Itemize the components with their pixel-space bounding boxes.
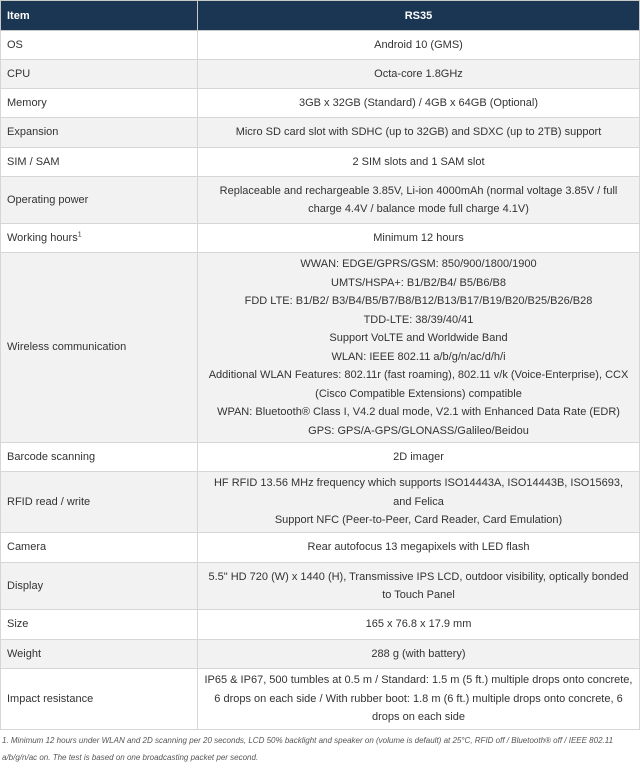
spec-value — [198, 31, 640, 60]
spec-label-text: Camera — [7, 541, 47, 554]
spec-label — [1, 31, 198, 60]
spec-label-text: Expansion — [7, 126, 59, 139]
spec-value — [198, 669, 640, 730]
table-row — [1, 443, 640, 472]
spec-value-line: Octa-core 1.8GHz — [374, 67, 463, 80]
spec-label — [1, 148, 198, 177]
spec-label-text: OS — [7, 38, 23, 51]
spec-label — [1, 443, 198, 472]
spec-value-line: WLAN: IEEE 802.11 a/b/g/n/ac/d/h/i — [331, 350, 506, 363]
spec-value-line: 288 g (with battery) — [371, 647, 466, 660]
spec-label-text: Wireless communication — [7, 341, 127, 354]
footnote-marker: 1 — [77, 231, 82, 239]
spec-label — [1, 669, 198, 730]
spec-label-text: Size — [7, 618, 29, 631]
spec-value — [198, 60, 640, 89]
spec-label-text: Operating power — [7, 193, 89, 206]
table-row — [1, 563, 640, 610]
spec-label-text: Working hours — [7, 231, 78, 244]
table-row — [1, 60, 640, 89]
spec-value-line: 5.5" HD 720 (W) x 1440 (H), Transmissive IPS LCD, outdoor visibility, optically bonded to Touch Panel — [208, 570, 629, 601]
column-header-item: Item — [1, 1, 198, 31]
spec-value — [198, 89, 640, 118]
spec-value-line: TDD-LTE: 38/39/40/41 — [363, 313, 474, 326]
spec-value-line: HF RFID 13.56 MHz frequency which supports ISO14443A, ISO14443B, ISO15693, and Felica — [213, 477, 624, 508]
spec-label-text: SIM / SAM — [7, 155, 60, 168]
spec-value — [198, 443, 640, 472]
spec-value-line: 3GB x 32GB (Standard) / 4GB x 64GB (Optional) — [298, 96, 539, 109]
table-row — [1, 224, 640, 253]
spec-label — [1, 563, 198, 610]
spec-value-line: WPAN: Bluetooth® Class I, V4.2 dual mode, V2.1 with Enhanced Data Rate (EDR) — [217, 406, 620, 418]
table-row — [1, 148, 640, 177]
spec-value-line: Micro SD card slot with SDHC (up to 32GB) and SDXC (up to 2TB) support — [235, 126, 602, 139]
table-row — [1, 89, 640, 118]
spec-label — [1, 89, 198, 118]
column-header-model: RS35 — [198, 1, 640, 31]
spec-value — [198, 148, 640, 177]
spec-value-line: Rear autofocus 13 megapixels with LED flash — [307, 541, 530, 554]
table-row — [1, 472, 640, 533]
spec-value-line: WWAN: EDGE/GPRS/GSM: 850/900/1800/1900 — [300, 258, 537, 270]
spec-label-text: Memory — [7, 96, 47, 109]
table-row — [1, 669, 640, 730]
spec-label-text: Barcode scanning — [7, 450, 96, 463]
table-row — [1, 610, 640, 640]
spec-value — [198, 610, 640, 640]
spec-value — [198, 533, 640, 563]
spec-label-text: Display — [7, 579, 44, 592]
spec-value-line: IP65 & IP67, 500 tumbles at 0.5 m / Standard: 1.5 m (5 ft.) multiple drops onto concrete, 6 drops on each side / With rubber boot: 1.8 m (6 ft.) multiple drops onto concrete, 6 drops on each side — [204, 674, 633, 724]
spec-label-text: Weight — [7, 647, 42, 660]
spec-value — [198, 224, 640, 253]
spec-value-line: Support NFC (Peer-to-Peer, Card Reader, Card Emulation) — [274, 514, 563, 527]
spec-value-line: UMTS/HSPA+: B1/B2/B4/ B5/B6/B8 — [331, 276, 506, 289]
spec-label — [1, 472, 198, 533]
spec-value-line: Additional WLAN Features: 802.11r (fast roaming), 802.11 v/k (Voice-Enterprise), CCX (Cisco Compatible Extensions) compatible — [208, 369, 629, 400]
spec-value — [198, 640, 640, 669]
spec-value-line: FDD LTE: B1/B2/ B3/B4/B5/B7/B8/B12/B13/B17/B19/B20/B25/B26/B28 — [244, 295, 593, 307]
spec-value-line: 2D imager — [393, 450, 444, 463]
spec-value-line: Replaceable and rechargeable 3.85V, Li-ion 4000mAh (normal voltage 3.85V / full charge 4.4V / balance mode full charge 4.1V) — [219, 184, 618, 215]
spec-label — [1, 118, 198, 148]
spec-value-line: Minimum 12 hours — [373, 231, 464, 244]
spec-value-line: 2 SIM slots and 1 SAM slot — [352, 155, 485, 168]
spec-label — [1, 610, 198, 640]
spec-label — [1, 177, 198, 224]
spec-label — [1, 224, 198, 253]
spec-label — [1, 640, 198, 669]
table-header-row — [1, 1, 640, 31]
table-row — [1, 118, 640, 148]
spec-value-line: GPS: GPS/A-GPS/GLONASS/Galileo/Beidou — [308, 424, 529, 437]
spec-label — [1, 533, 198, 563]
spec-value — [198, 253, 640, 443]
table-row — [1, 640, 640, 669]
spec-value — [198, 118, 640, 148]
spec-value — [198, 472, 640, 533]
table-row — [1, 253, 640, 443]
spec-value-line: Android 10 (GMS) — [374, 38, 463, 51]
spec-value — [198, 563, 640, 610]
spec-label-text: Impact resistance — [7, 692, 94, 705]
footnote: 1. Minimum 12 hours under WLAN and 2D scanning per 20 seconds, LCD 50% backlight and speaker on (volume is default) at 25°C, RFID off / Bluetooth® off / IEEE 802.11 a/b/g/n/ac on. The test is based on one broadcasting packet per second. — [2, 736, 614, 762]
table-row — [1, 533, 640, 563]
spec-label — [1, 253, 198, 443]
spec-value — [198, 177, 640, 224]
spec-table-body — [1, 31, 640, 730]
spec-value-line: 165 x 76.8 x 17.9 mm — [365, 618, 472, 631]
spec-label-text: RFID read / write — [7, 495, 91, 508]
spec-label-text: CPU — [7, 67, 31, 80]
table-row — [1, 177, 640, 224]
spec-label — [1, 60, 198, 89]
table-row — [1, 31, 640, 60]
spec-value-line: Support VoLTE and Worldwide Band — [329, 332, 508, 344]
